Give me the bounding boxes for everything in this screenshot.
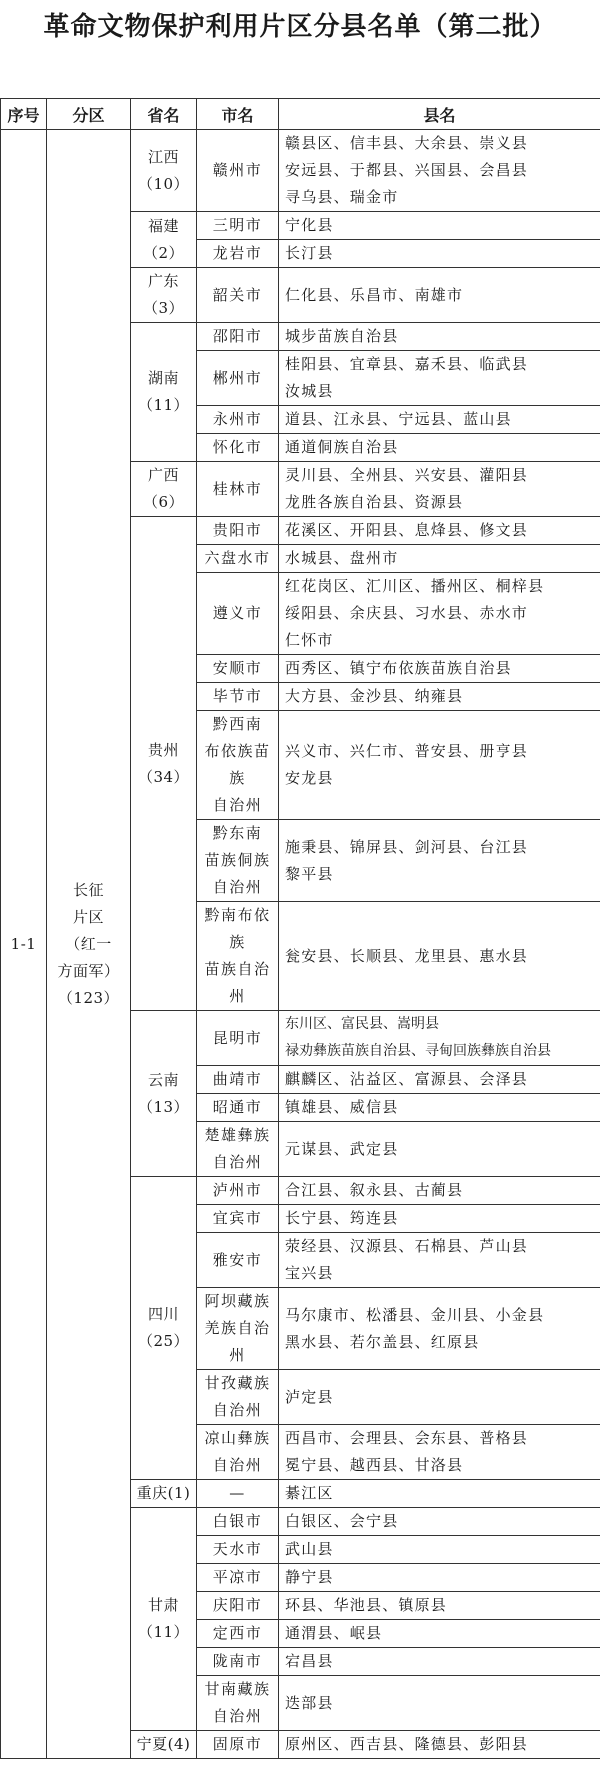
province-cell-jiangxi [131, 130, 197, 212]
city-line: 白银市 [212, 1512, 263, 1530]
county-cell [279, 1676, 600, 1731]
city-line: 宜宾市 [212, 1209, 263, 1227]
header-district: 分区 [47, 99, 131, 130]
document-title: 革命文物保护利用片区分县名单（第二批） [43, 12, 557, 42]
city-line: — [229, 1484, 246, 1502]
county-line: 安龙县 [285, 769, 334, 787]
county-line: 兴义市、兴仁市、普安县、册亨县 [285, 742, 529, 760]
seq-cell: 1-1 [1, 130, 47, 1759]
county-cell [279, 1370, 600, 1425]
city-cell [197, 1731, 279, 1759]
city-line: 昭通市 [212, 1098, 263, 1116]
county-line: 绥阳县、余庆县、习水县、赤水市 [285, 604, 529, 622]
city-line: 甘孜藏族 [204, 1374, 271, 1392]
county-line: 灵川县、全州县、兴安县、灌阳县 [285, 466, 529, 484]
city-line: 邵阳市 [212, 327, 263, 345]
city-line: 龙岩市 [212, 244, 263, 262]
city-line: 雅安市 [212, 1250, 263, 1269]
city-cell [197, 1288, 279, 1370]
county-cell [279, 1066, 600, 1094]
county-cell [279, 1592, 600, 1620]
province-line: 福建 [147, 216, 179, 235]
province-cell-chongqing [131, 1480, 197, 1508]
province-line: 广西 [147, 466, 179, 484]
city-line: 赣州市 [212, 161, 263, 179]
province-cell-hunan [131, 323, 197, 462]
county-line: 元谋县、武定县 [285, 1139, 399, 1158]
city-line: 泸州市 [212, 1181, 263, 1199]
province-line: 广东 [147, 272, 179, 290]
header-province: 省名 [131, 99, 197, 130]
city-line: 布依族苗族 [204, 742, 271, 787]
city-line: 黔西南 [212, 715, 263, 733]
city-cell [197, 902, 279, 1011]
province-line: （25） [137, 1332, 190, 1350]
province-cell-ningxia [131, 1731, 197, 1759]
county-cell [279, 711, 600, 820]
county-cell [279, 406, 600, 434]
county-cell [279, 351, 600, 406]
county-line: 龙胜各族自治县、资源县 [285, 493, 464, 511]
county-line: 仁化县、乐昌市、南雄市 [285, 285, 464, 304]
province-cell-guangxi [131, 462, 197, 517]
county-cell [279, 268, 600, 323]
county-cell [279, 130, 600, 212]
county-line: 宁化县 [285, 216, 334, 234]
province-cell-sichuan [131, 1177, 197, 1480]
county-line: 宕昌县 [285, 1652, 334, 1670]
city-line: 郴州市 [212, 368, 263, 387]
county-cell [279, 1177, 600, 1205]
county-line: 红花岗区、汇川区、播州区、桐梓县 [285, 577, 545, 595]
county-cell [279, 655, 600, 683]
city-cell [197, 1011, 279, 1066]
province-cell-guangdong [131, 268, 197, 323]
province-line: （10） [137, 174, 190, 193]
county-line: 城步苗族自治县 [285, 327, 399, 345]
county-line: 静宁县 [285, 1568, 334, 1586]
county-line: 道县、江永县、宁远县、蓝山县 [285, 410, 512, 428]
city-line: 固原市 [212, 1735, 263, 1753]
county-line: 武山县 [285, 1540, 334, 1558]
city-cell [197, 1177, 279, 1205]
city-line: 安顺市 [212, 659, 263, 677]
province-line: （34） [137, 767, 190, 786]
city-line: 曲靖市 [212, 1070, 263, 1088]
city-line: 黔东南 [212, 824, 263, 842]
table-body [1, 130, 600, 1759]
city-line: 甘南藏族 [204, 1680, 271, 1698]
county-cell [279, 1536, 600, 1564]
province-line: （11） [137, 1623, 190, 1641]
county-line: 西秀区、镇宁布依族苗族自治县 [285, 659, 512, 677]
county-line: 镇雄县、威信县 [285, 1098, 399, 1116]
province-cell-yunnan [131, 1011, 197, 1177]
county-cell [279, 212, 600, 240]
county-line: 黎平县 [285, 864, 334, 883]
header-city: 市名 [197, 99, 279, 130]
county-line: 禄劝彝族苗族自治县、寻甸回族彝族自治县 [285, 1043, 551, 1059]
county-line: 黑水县、若尔盖县、红原县 [285, 1332, 480, 1351]
province-line: 江西 [147, 147, 179, 166]
county-line: 西昌市、会理县、会东县、普格县 [285, 1429, 529, 1447]
county-line: 长宁县、筠连县 [285, 1209, 399, 1227]
city-cell [197, 1370, 279, 1425]
county-line: 通道侗族自治县 [285, 438, 399, 456]
district-line: 长征 [72, 880, 104, 899]
county-cell [279, 1122, 600, 1177]
city-line: 桂林市 [212, 479, 263, 498]
city-line: 苗族侗族 [204, 851, 271, 869]
city-cell [197, 1648, 279, 1676]
city-cell [197, 1122, 279, 1177]
county-cell [279, 1648, 600, 1676]
city-line: 羌族自治州 [204, 1319, 271, 1364]
city-cell [197, 1592, 279, 1620]
city-cell [197, 573, 279, 655]
county-cell [279, 573, 600, 655]
county-line: 寻乌县、瑞金市 [285, 188, 399, 206]
county-cell [279, 517, 600, 545]
header-seq: 序号 [1, 99, 47, 130]
county-line: 綦江区 [285, 1484, 334, 1502]
table-header-row [1, 99, 600, 130]
county-cell [279, 1731, 600, 1759]
county-cell [279, 434, 600, 462]
city-line: 庆阳市 [212, 1596, 263, 1614]
province-line: （6） [142, 493, 185, 511]
city-cell [197, 1676, 279, 1731]
county-cell [279, 462, 600, 517]
county-line: 马尔康市、松潘县、金川县、小金县 [285, 1305, 545, 1324]
table-row [1, 130, 600, 212]
city-cell [197, 323, 279, 351]
district-line: （红一 [65, 934, 112, 953]
city-line: 定西市 [212, 1624, 263, 1642]
city-cell [197, 1480, 279, 1508]
city-cell [197, 683, 279, 711]
city-cell [197, 711, 279, 820]
county-cell [279, 820, 600, 902]
city-cell [197, 820, 279, 902]
city-line: 怀化市 [212, 438, 263, 456]
county-cell [279, 1480, 600, 1508]
county-cell [279, 1620, 600, 1648]
province-cell-gansu [131, 1508, 197, 1731]
district-line: （123） [57, 988, 120, 1007]
city-cell [197, 1564, 279, 1592]
city-cell [197, 1233, 279, 1288]
county-cell [279, 1564, 600, 1592]
city-line: 自治州 [212, 1707, 263, 1725]
county-line: 仁怀市 [285, 631, 334, 649]
city-cell [197, 462, 279, 517]
header-county: 县名 [279, 99, 600, 130]
province-cell-fujian [131, 212, 197, 268]
county-line: 安远县、于都县、兴国县、会昌县 [285, 161, 529, 179]
city-line: 阿坝藏族 [204, 1292, 271, 1310]
city-cell [197, 545, 279, 573]
county-line: 花溪区、开阳县、息烽县、修文县 [285, 521, 529, 539]
city-line: 贵阳市 [212, 521, 263, 539]
city-cell [197, 212, 279, 240]
county-line: 合江县、叙永县、古蔺县 [285, 1181, 464, 1199]
county-line: 通渭县、岷县 [285, 1624, 383, 1642]
county-line: 原州区、西吉县、隆德县、彭阳县 [285, 1735, 529, 1753]
county-cell [279, 1425, 600, 1480]
city-line: 凉山彝族 [204, 1429, 271, 1447]
province-line: （3） [142, 299, 185, 317]
county-line: 白银区、会宁县 [285, 1512, 399, 1530]
county-line: 瓮安县、长顺县、龙里县、惠水县 [285, 946, 529, 965]
county-line: 施秉县、锦屏县、剑河县、台江县 [285, 837, 529, 856]
city-line: 自治州 [212, 1456, 263, 1474]
city-line: 遵义市 [212, 604, 263, 622]
city-cell [197, 434, 279, 462]
county-line: 迭部县 [285, 1693, 334, 1712]
city-cell [197, 351, 279, 406]
county-cell [279, 902, 600, 1011]
province-line: 宁夏(4) [136, 1735, 191, 1753]
province-line: （2） [142, 243, 185, 262]
city-line: 三明市 [212, 216, 263, 234]
city-cell [197, 240, 279, 268]
province-line: 重庆(1) [136, 1484, 191, 1502]
county-line: 水城县、盘州市 [285, 549, 399, 567]
city-line: 陇南市 [212, 1652, 263, 1670]
county-line: 荥经县、汉源县、石棉县、芦山县 [285, 1237, 529, 1255]
county-cell [279, 240, 600, 268]
city-cell [197, 1094, 279, 1122]
city-line: 自治州 [212, 796, 263, 814]
city-cell [197, 655, 279, 683]
county-cell [279, 545, 600, 573]
province-line: 四川 [147, 1305, 179, 1323]
district-line: 片区 [72, 907, 104, 926]
county-line: 东川区、富民县、嵩明县 [285, 1016, 439, 1032]
county-cell [279, 1288, 600, 1370]
county-line: 汝城县 [285, 382, 334, 400]
city-cell [197, 1508, 279, 1536]
city-line: 昆明市 [212, 1028, 263, 1047]
county-cell [279, 1094, 600, 1122]
county-line: 泸定县 [285, 1387, 334, 1406]
city-cell [197, 130, 279, 212]
county-cell [279, 683, 600, 711]
province-cell-guizhou [131, 517, 197, 1011]
city-line: 楚雄彝族 [204, 1126, 271, 1144]
city-line: 毕节市 [212, 687, 263, 705]
city-cell [197, 1536, 279, 1564]
city-line: 苗族自治州 [204, 960, 271, 1005]
county-line: 环县、华池县、镇原县 [285, 1596, 448, 1614]
province-line: 湖南 [147, 369, 179, 387]
county-cell [279, 1205, 600, 1233]
county-line: 大方县、金沙县、纳雍县 [285, 687, 464, 705]
city-line: 自治州 [212, 1153, 263, 1171]
county-cell [279, 323, 600, 351]
city-line: 自治州 [212, 1401, 263, 1419]
city-line: 平凉市 [212, 1568, 263, 1586]
province-line: 贵州 [147, 740, 179, 759]
province-line: （13） [137, 1097, 190, 1116]
city-cell [197, 1205, 279, 1233]
province-line: 云南 [147, 1070, 179, 1089]
district-cell [47, 130, 131, 1759]
county-line: 桂阳县、宜章县、嘉禾县、临武县 [285, 355, 529, 373]
county-cell [279, 1508, 600, 1536]
city-line: 永州市 [212, 410, 263, 428]
city-line: 自治州 [212, 878, 263, 896]
district-line: 方面军） [57, 961, 120, 980]
county-line: 宝兴县 [285, 1264, 334, 1282]
city-line: 韶关市 [212, 285, 263, 304]
city-cell [197, 268, 279, 323]
province-line: （11） [137, 396, 190, 414]
county-cell [279, 1011, 600, 1066]
city-cell [197, 517, 279, 545]
county-line: 长汀县 [285, 244, 334, 262]
city-line: 天水市 [212, 1540, 263, 1558]
county-cell [279, 1233, 600, 1288]
city-cell [197, 1066, 279, 1094]
county-list-table [0, 98, 600, 1759]
county-line: 麒麟区、沾益区、富源县、会泽县 [285, 1070, 529, 1088]
city-cell [197, 406, 279, 434]
city-cell [197, 1425, 279, 1480]
city-line: 六盘水市 [204, 549, 271, 567]
city-cell [197, 1620, 279, 1648]
county-line: 冕宁县、越西县、甘洛县 [285, 1456, 464, 1474]
province-line: 甘肃 [147, 1596, 179, 1614]
city-line: 黔南布依族 [204, 906, 271, 951]
county-line: 赣县区、信丰县、大余县、崇义县 [285, 134, 529, 152]
